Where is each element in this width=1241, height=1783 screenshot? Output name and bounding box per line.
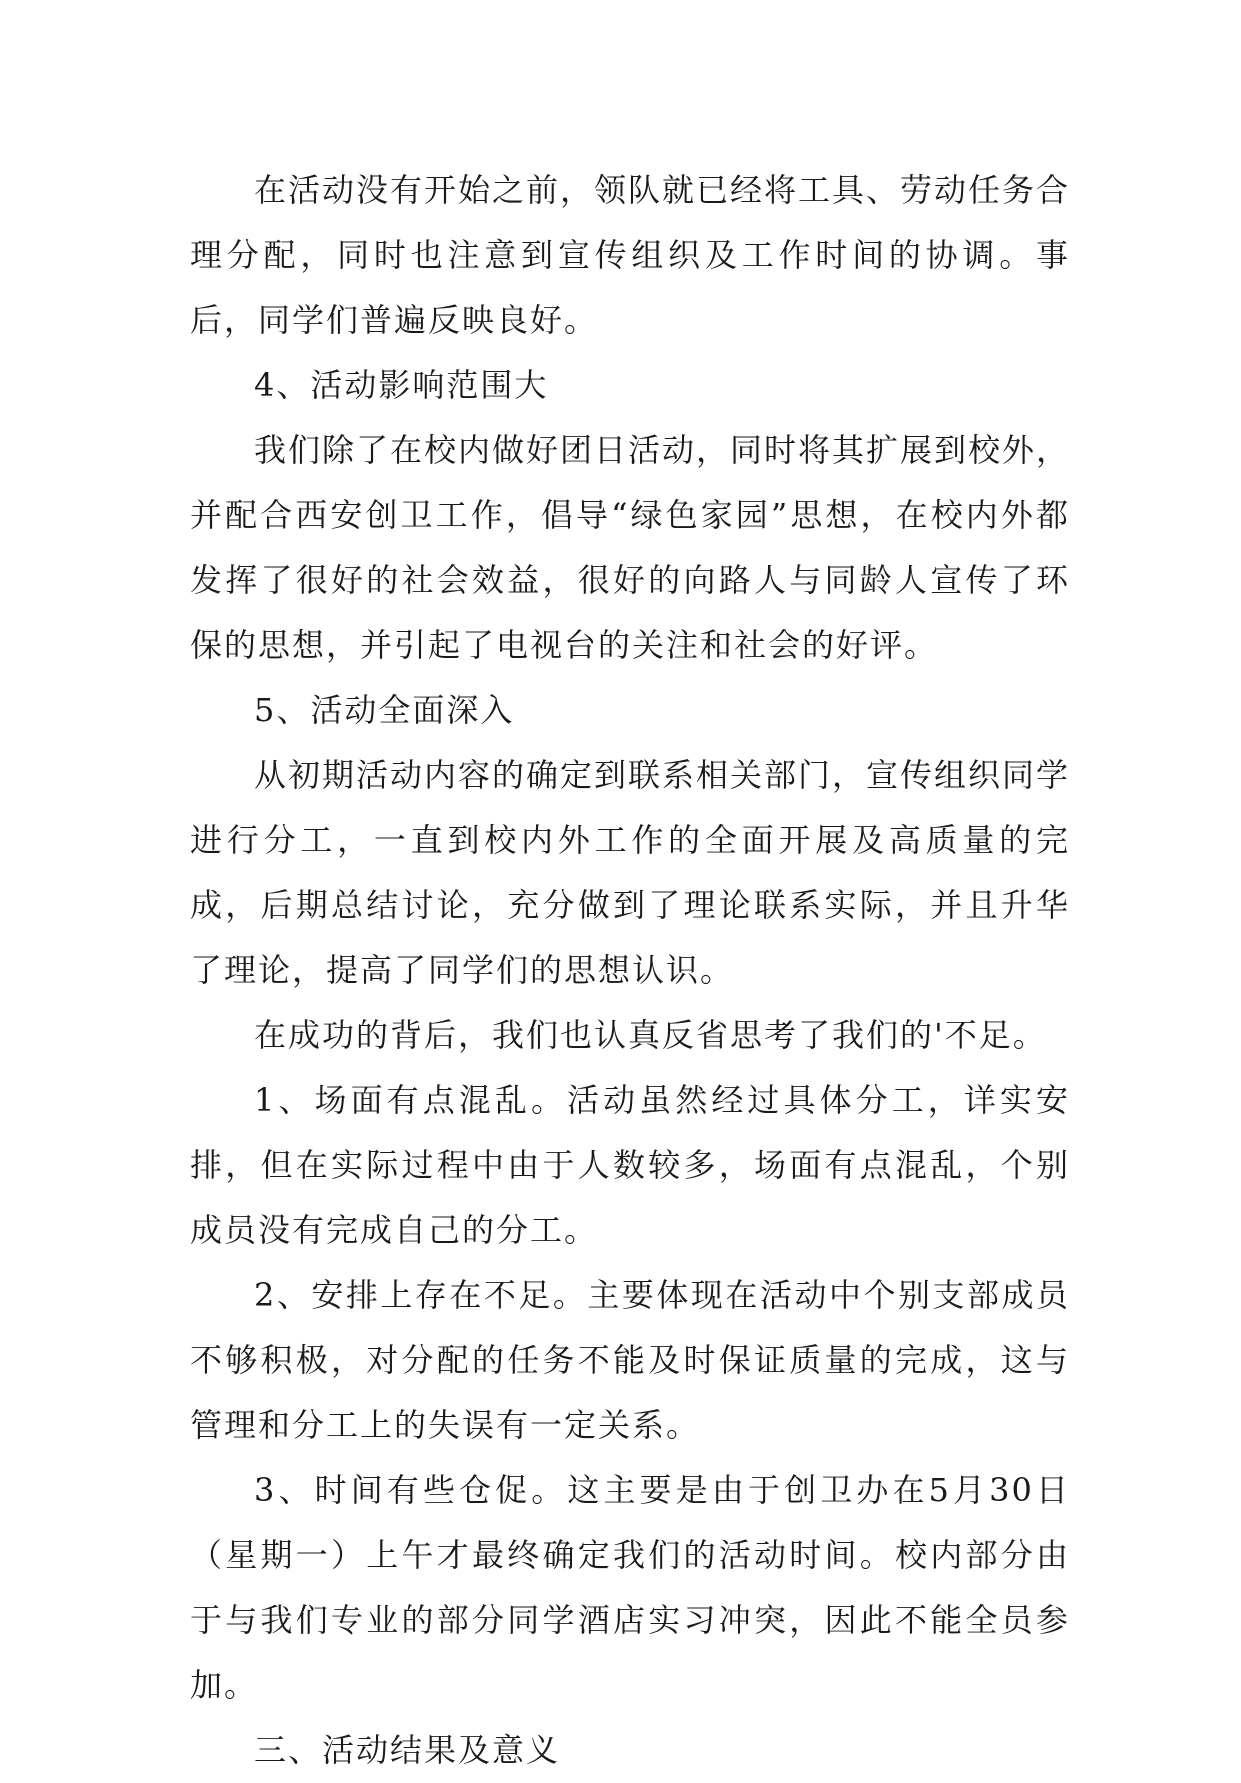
paragraph-depth: 从初期活动内容的确定到联系相关部门，宣传组织同学进行分工，一直到校内外工作的全面开展及高质量的完成，后期总结讨论，充分做到了理论联系实际，并且升华了理论，提高了同学们的思想认识。 — [190, 756, 1071, 989]
paragraph-prep: 在活动没有开始之前，领队就已经将工具、劳动任务合理分配，同时也注意到宣传组织及工作时间的协调。事后，同学们普遍反映良好。 — [190, 171, 1071, 339]
heading-results: 三、活动结果及意义 — [254, 1731, 561, 1769]
document-body — [190, 158, 1070, 1783]
heading-influence: 4、活动影响范围大 — [254, 366, 549, 404]
paragraph-influence: 我们除了在校内做好团日活动，同时将其扩展到校外，并配合西安创卫工作，倡导“绿色家园”思想，在校内外都发挥了很好的社会效益，很好的向路人与同龄人宣传了环保的思想，并引起了电视台的关注和社会的好评。 — [190, 431, 1071, 664]
heading-depth: 5、活动全面深入 — [254, 691, 515, 729]
paragraph-issue-1: 1、场面有点混乱。活动虽然经过具体分工，详实安排，但在实际过程中由于人数较多，场面有点混乱，个别成员没有完成自己的分工。 — [190, 1081, 1070, 1249]
paragraph-reflection: 在成功的背后，我们也认真反省思考了我们的'不足。 — [254, 1016, 1047, 1054]
paragraph-issue-3: 3、时间有些仓促。这主要是由于创卫办在5月30日（星期一）上午才最终确定我们的活动时间。校内部分由于与我们专业的部分同学酒店实习冲突，因此不能全员参加。 — [190, 1471, 1070, 1704]
paragraph-issue-2: 2、安排上存在不足。主要体现在活动中个别支部成员不够积极，对分配的任务不能及时保证质量的完成，这与管理和分工上的失误有一定关系。 — [190, 1276, 1070, 1444]
